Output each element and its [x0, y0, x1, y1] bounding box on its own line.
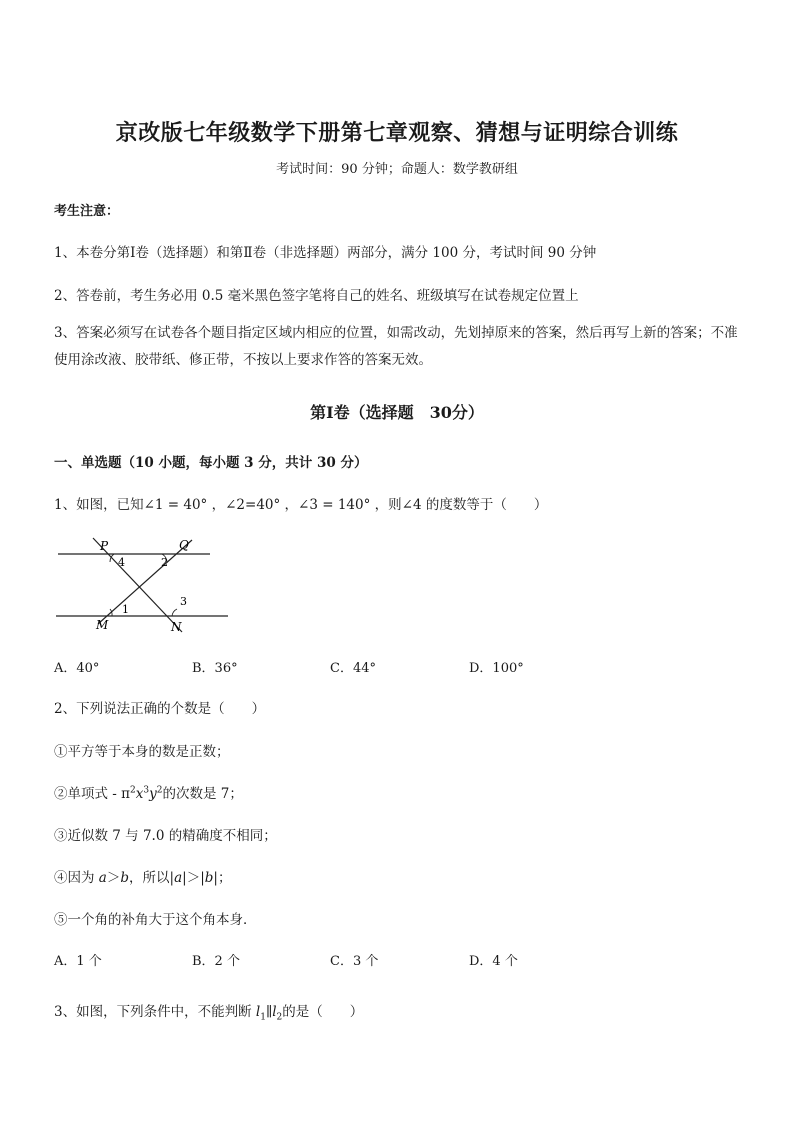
question-2-statement-4: ④因为 a＞b，所以|a|＞|b|； [54, 870, 232, 886]
question-1-option-b: B．36° [192, 661, 238, 676]
notice-item-2: 2、答卷前，考生务必用 0.5 毫米黑色签字笔将自己的姓名、班级填写在试卷规定位置上 [54, 288, 579, 304]
notice-item-1: 1、本卷分第Ⅰ卷（选择题）和第Ⅱ卷（非选择题）两部分，满分 100 分，考试时间 90 分钟 [54, 245, 597, 261]
transversal-qm [98, 540, 192, 624]
label-q: Q [179, 538, 189, 552]
question-2-statement-1: ①平方等于本身的数是正数； [54, 744, 230, 760]
question-1-option-c: C．44° [330, 661, 376, 676]
label-n: N [171, 620, 182, 634]
question-2-option-b: B．2 个 [192, 954, 240, 969]
question-2-statement-2: ②单项式 - $\pi^2x^3y^2$的次数是 7； [54, 785, 243, 802]
notice-heading: 考生注意： [54, 204, 120, 219]
label-angle-1: 1 [122, 603, 129, 616]
question-2-option-d: D．4 个 [469, 954, 518, 969]
question-2-stem: 2、下列说法正确的个数是（ ） [54, 701, 266, 717]
question-1-option-d: D．100° [469, 661, 524, 676]
part-heading: 一、单选题（10 小题，每小题 3 分，共计 30 分） [54, 455, 368, 471]
section-title: 第Ⅰ卷（选择题 30分） [310, 403, 484, 422]
label-m: M [96, 618, 109, 632]
label-angle-4: 4 [118, 556, 125, 569]
question-2-option-a: A．1 个 [54, 954, 102, 969]
angle-3-arc [172, 609, 177, 616]
label-angle-2: 2 [161, 556, 168, 569]
document-title: 京改版七年级数学下册第七章观察、猜想与证明综合训练 [115, 120, 679, 146]
question-1-option-a: A．40° [54, 661, 100, 676]
label-angle-3: 3 [180, 595, 187, 608]
notice-item-3: 3、答案必须写在试卷各个题目指定区域内相应的位置，如需改动，先划掉原来的答案，然后再写上新的答案；不准使用涂改液、胶带纸、修正带，不按以上要求作答的答案无效。 [54, 325, 738, 368]
question-2-statement-5: ⑤一个角的补角大于这个角本身． [54, 912, 257, 928]
question-2-statement-3: ③近似数 7 与 7.0 的精确度不相同； [54, 828, 277, 844]
question-1-stem: 1、如图，已知∠1 = 40° ，∠2=40° ，∠3 = 140° ，则∠4 的度数等于（ ） [54, 497, 548, 513]
exam-info: 考试时间：90 分钟；命题人：数学教研组 [276, 162, 518, 177]
label-p: P [100, 539, 109, 553]
question-1-figure [50, 532, 235, 637]
question-3-stem: 3、如图，下列条件中，不能判断 $l_1\parallel l_2$的是（ ） [54, 1004, 364, 1023]
question-2-option-c: C．3 个 [330, 954, 379, 969]
